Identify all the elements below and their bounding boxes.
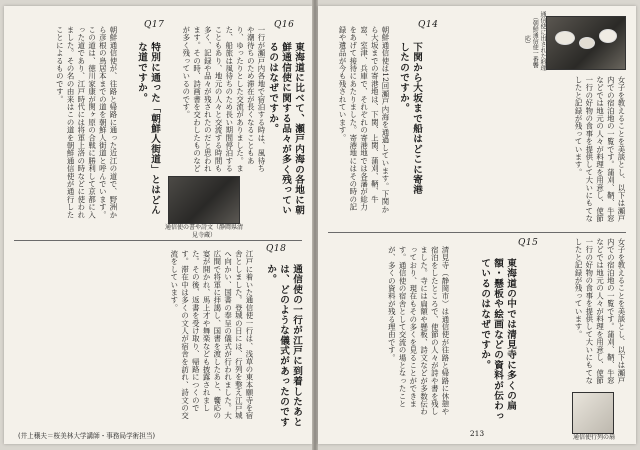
fan-photo-caption: 通信使行列の扇 [572,434,615,441]
page-number: 213 [469,429,485,438]
q16-heading: 東海道に比べて、瀬戸内海の各地に朝鮮通信使に関する品々が多く残っているのはなぜですか。 [267,42,304,216]
q18-number: Q18 [266,244,287,254]
intro-body: 女子を教えることを美談とし、以下は瀬戸内での宿泊地の一覧です。蒲刈、鞆、牛窓などでは地元の人々が料理を用意し、使節一行の好物の食事を提供して大いにもてなしたと記録が残っています。 [574,76,626,223]
scroll-photo [168,176,240,224]
q17-number: Q17 [144,20,165,30]
q14-body: 朝鮮通信使は12回瀬戸内海を通過しています。下関から大坂までの寄港地は、下関、上関、蒲刈、鞆、牛窓、室津、兵庫で、それぞれの寄港地では各藩が総力をあげて接待にあたりました。寄港地にはその時の記録や遺品が今も残されています。 [338,26,390,214]
food-photo [546,16,626,70]
section-divider-right [328,232,626,233]
section-divider [14,240,302,241]
intro-body-continued: 女子を教えることを美談とし、以下は瀬戸内での宿泊地の一覧です。蒲刈、鞆、牛窓などでは地元の人々が料理を用意し、使節一行の好物の食事を提供して大いにもてなしたと記録が残っています。 [574,238,626,385]
q15-heading: 東海道の中では清見寺に多くの扁額・懸板や絵画などの資料が伝わっているのはなぜですか。 [479,258,516,422]
food-photo-caption: 通信使に出された料理（朝鮮通信使一番饗応） [523,11,546,71]
q18-heading: 通信使の一行が江戸に到着したあとは、どのような儀式があったのですか。 [265,264,302,428]
scroll-photo-caption: 通信使の書や詩文（静岡県清見寺蔵） [164,224,243,239]
right-page [318,6,636,444]
q15-body: 清見寺（静岡市）は通信使が往路と帰路に休憩や宿泊をしたところで、使節の人々が詩や書を残しました。寺には扁額や懸板、詩文などが多数伝わっており、現在もその多くを見ることができます。通信使の宿舎として交流の場となったことが、多くの資料が残る理由です。 [387,246,450,416]
q14-heading: 下関から大坂まで船はどこに寄港したのですか。 [398,42,422,195]
q17-body: 朝鮮通信使が、往路と帰路に通った近江の道で、野洲から彦根の鳥居本までの道を朝鮮人街道と呼んでいます。この道は、徳川家康が関ヶ原の合戦に勝利して京都に入った道であり、江戸時代には将軍上洛の時などに使われました。その名の由来はこの道を朝鮮通信使が通行したことによるものです。 [55,26,118,219]
author-credit: (井上穣夫＝桜美林大学講師・事務局学術担当) [18,432,156,440]
left-page [4,6,312,444]
q18-body: 江戸に着いた通信使一行は、浅草の東本願寺を宿舎としました。登城の日には、行列を整え江戸城へ向かい、国書の奉呈の儀式が行われました。大広間で将軍に拝謁し、国書を渡したあと、饗応の宴が開かれ、馬上才や舞楽なども披露されました。その後、返書を受け取り、帰路につくのです。滞在中は多くの文人が宿舎を訪れ、詩文の交流をしています。 [169,250,254,420]
q16-body: 一行が瀬戸内各地で宿泊する時は、風待ちや潮待ちのため滞在が長くなることもあり、ゆったりとした交流がありました。また、船旅は風待ちのため長い期間停泊することもあり、地元の人々と交流する時間も多く、記録や品々が残されたのだと思われます。その時、詩画書を交わしたものなどが多く残っているのです。 [181,26,266,173]
q17-heading: 特別に通った「朝鮮人街道」とはどんな道ですか。 [136,42,160,216]
q16-number: Q16 [274,20,295,30]
q14-number: Q14 [418,20,439,30]
fan-photo [572,392,614,434]
q15-number: Q15 [518,238,539,248]
